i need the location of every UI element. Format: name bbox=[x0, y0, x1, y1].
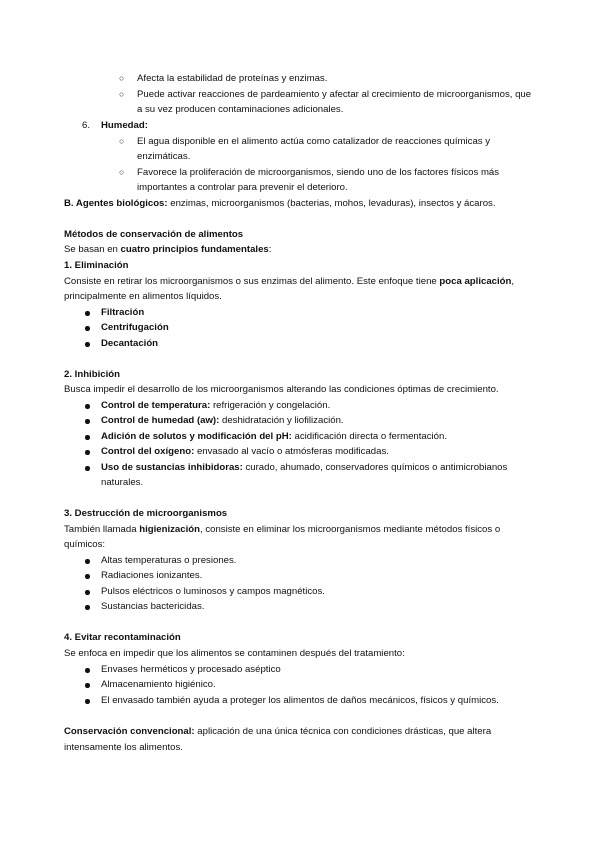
list-item: Filtración bbox=[101, 307, 145, 318]
list-item: Pulsos eléctricos o luminosos y campos magnéticos. bbox=[101, 586, 325, 597]
circle-bullet-icon: ○ bbox=[119, 89, 125, 99]
paragraph-destruccion-cont: químicos: bbox=[64, 539, 106, 550]
paragraph-convencional-cont: intensamente los alimentos. bbox=[64, 742, 183, 753]
list-subitem-cont: enzimáticas. bbox=[137, 151, 191, 162]
paragraph-recontaminacion: Se enfoca en impedir que los alimentos se contaminen después del tratamiento: bbox=[64, 648, 405, 659]
bullet-icon bbox=[85, 466, 90, 471]
bullet-icon bbox=[85, 404, 90, 409]
bullet-icon bbox=[85, 419, 90, 424]
list-item: Altas temperaturas o presiones. bbox=[101, 555, 237, 566]
section-title-recontaminacion: 4. Evitar recontaminación bbox=[64, 632, 181, 643]
bullet-icon bbox=[85, 683, 90, 688]
paragraph-inhibicion: Busca impedir el desarrollo de los microorganismos alterando las condiciones óptimas de crecimiento. bbox=[64, 384, 499, 395]
list-subitem: Favorece la proliferación de microorganismos, siendo uno de los factores físicos más bbox=[137, 167, 500, 178]
list-item: Decantación bbox=[101, 338, 159, 349]
list-item: Envases herméticos y procesado aséptico bbox=[101, 664, 281, 675]
list-number: 6. bbox=[82, 120, 91, 131]
list-subitem-cont: a su vez producen contaminaciones adicionales. bbox=[137, 104, 344, 115]
list-subitem-cont: importantes a controlar para prevenir el deterioro. bbox=[137, 182, 348, 193]
paragraph-metodos-intro: Se basan en cuatro principios fundamentales: bbox=[64, 244, 272, 255]
list-item: Radiaciones ionizantes. bbox=[101, 570, 203, 581]
bullet-icon bbox=[85, 435, 90, 440]
section-title-metodos: Métodos de conservación de alimentos bbox=[64, 229, 244, 240]
paragraph-eliminacion-cont: principalmente en alimentos líquidos. bbox=[64, 291, 222, 302]
paragraph-destruccion: También llamada higienización, consiste en eliminar los microorganismos mediante métodos físicos o bbox=[64, 524, 501, 535]
paragraph-eliminacion: Consiste en retirar los microorganismos o sus enzimas del alimento. Este enfoque tiene poca aplicación, bbox=[64, 276, 515, 287]
list-item: El envasado también ayuda a proteger los alimentos de daños mecánicos, físicos y químicos. bbox=[101, 695, 499, 706]
bullet-icon bbox=[85, 668, 90, 673]
list-item: Adición de solutos y modificación del pH: acidificación directa o fermentación. bbox=[101, 431, 448, 442]
list-item: Almacenamiento higiénico. bbox=[101, 679, 216, 690]
circle-bullet-icon: ○ bbox=[119, 167, 125, 177]
bullet-icon bbox=[85, 559, 90, 564]
list-subitem: Puede activar reacciones de pardeamiento y afectar al crecimiento de microorganismos, que bbox=[137, 89, 532, 100]
bullet-icon bbox=[85, 605, 90, 610]
bullet-icon bbox=[85, 342, 90, 347]
paragraph-convencional: Conservación convencional: aplicación de una única técnica con condiciones drásticas, que altera bbox=[64, 726, 492, 737]
bullet-icon bbox=[85, 311, 90, 316]
bullet-icon bbox=[85, 450, 90, 455]
list-item: Control del oxígeno: envasado al vacío o atmósferas modificadas. bbox=[101, 446, 389, 457]
list-item: Centrifugación bbox=[101, 322, 169, 333]
list-subitem: El agua disponible en el alimento actúa como catalizador de reacciones químicas y bbox=[137, 136, 491, 147]
bullet-icon bbox=[85, 590, 90, 595]
list-item-cont: naturales. bbox=[101, 477, 144, 488]
bullet-icon bbox=[85, 574, 90, 579]
section-title-destruccion: 3. Destrucción de microorganismos bbox=[64, 508, 228, 519]
section-title-eliminacion: 1. Eliminación bbox=[64, 260, 129, 271]
list-item: Sustancias bactericidas. bbox=[101, 601, 205, 612]
list-item: Control de humedad (aw): deshidratación y liofilización. bbox=[101, 415, 344, 426]
list-item-title: Humedad: bbox=[101, 120, 148, 131]
list-item: Uso de sustancias inhibidoras: curado, ahumado, conservadores químicos o antimicrobianos bbox=[101, 462, 508, 473]
paragraph-biologicos: B. Agentes biológicos: enzimas, microorganismos (bacterias, mohos, levaduras), insectos y ácaros. bbox=[64, 198, 496, 209]
circle-bullet-icon: ○ bbox=[119, 136, 125, 146]
list-subitem: Afecta la estabilidad de proteínas y enzimas. bbox=[137, 73, 328, 84]
section-title-inhibicion: 2. Inhibición bbox=[64, 369, 120, 380]
list-item: Control de temperatura: refrigeración y congelación. bbox=[101, 400, 331, 411]
bullet-icon bbox=[85, 326, 90, 331]
circle-bullet-icon: ○ bbox=[119, 73, 125, 83]
bullet-icon bbox=[85, 699, 90, 704]
